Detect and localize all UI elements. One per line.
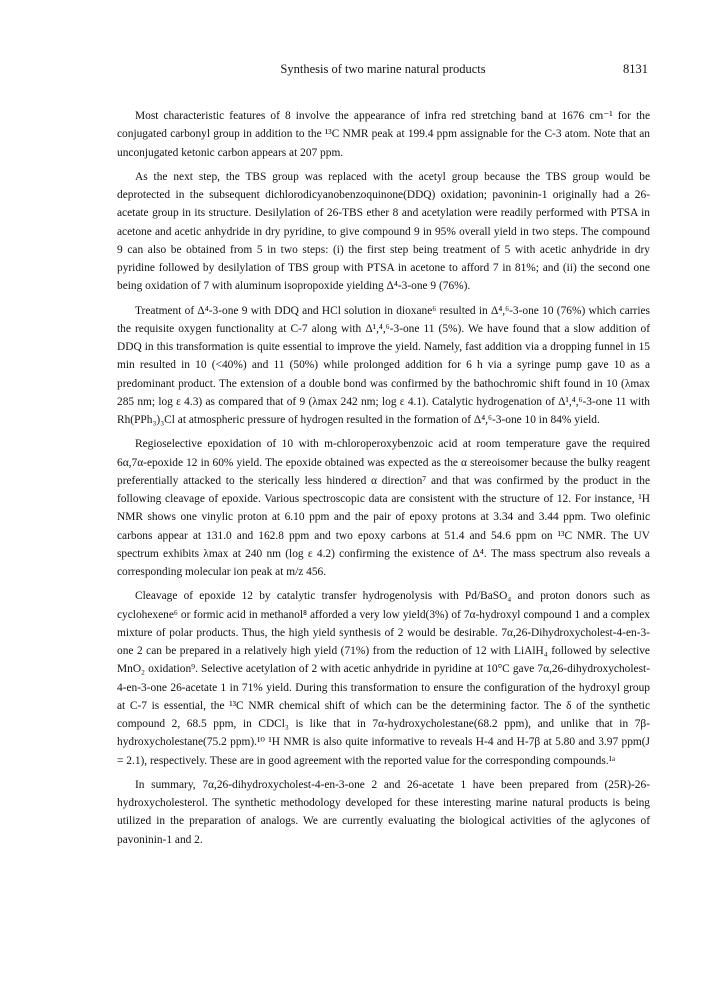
page-number: 8131: [623, 62, 648, 76]
paragraph-epoxidation: Regioselective epoxidation of 10 with m-chloroperoxybenzoic acid at room temperature gave the required 6α,7α-epoxide 12 in 60% yield. The epoxide obtained was expected as the α stereoisomer because the bulky reagent preferentially attacked to the sterically less hindered α direction⁷ and that was confirmed by the product in the following cleavage of epoxide. Various spectroscopic data are consistent with the structure of 12. For instance, ¹H NMR shows one vinylic proton at 6.10 ppm and the pair of epoxy protons at 3.34 and 3.44 ppm. Two olefinic carbons appear at 131.0 and 162.8 ppm and two epoxy carbons at 51.4 and 54.6 ppm on ¹³C NMR. The UV spectrum exhibits λmax at 240 nm (log ε 4.2) confirming the existence of Δ⁴. The mass spectrum also reveals a corresponding molecular ion peak at m/z 456.: [117, 438, 650, 578]
body-text: [117, 107, 650, 855]
running-header: [118, 60, 648, 78]
paragraph-spectral-features: Most characteristic features of 8 involve the appearance of infra red stretching band at 1676 cm⁻¹ for the conjugated carbonyl group in addition to the ¹³C NMR peak at 199.4 ppm assignable for the C-3 atom. Note that an unconjugated ketonic carbon appears at 207 ppm.: [117, 110, 650, 159]
paragraph-ddq-treatment: Treatment of Δ⁴-3-one 9 with DDQ and HCl solution in dioxane⁶ resulted in Δ⁴,⁶-3-one 10 (76%) which carries the requisite oxygen functionality at C-7 along with Δ¹,⁴,⁶-3-one 11 (5%). We have found that a slow addition of DDQ in this transformation is quite essential to improve the yield. Namely, fast addition via a dropping funnel in 15 min resulted in 10 (<40%) and 11 (50%) while prolonged addition for 6 h via a syringe pump gave 10 as a predominant product. The extension of a double bond was confirmed by the bathochromic shift found in 10 (λmax 285 nm; log ε 4.3) as compared that of 9 (λmax 242 nm; log ε 4.1). Catalytic hydrogenation of Δ¹,⁴,⁶-3-one 11 with Rh(PPh₃)₃Cl at atmospheric pressure of hydrogen resulted in the formation of Δ⁴,⁶-3-one 10 in 84% yield.: [117, 304, 650, 426]
running-title: Synthesis of two marine natural products: [280, 62, 486, 76]
paragraph-epoxide-cleavage: Cleavage of epoxide 12 by catalytic transfer hydrogenolysis with Pd/BaSO₄ and proton donors such as cyclohexene⁶ or formic acid in methanol⁸ afforded a very low yield(3%) of 7α-hydroxyl compound 1 and a complex mixture of polar products. Thus, the high yield synthesis of 2 would be desirable. 7α,26-Dihydroxycholest-4-en-3-one 2 can be prepared in a relatively high yield (71%) from the reduction of 12 with LiAlH₄ followed by selective MnO₂ oxidation⁹. Selective acetylation of 2 with acetic anhydride in pyridine at 10°C gave 7α,26-dihydroxycholest-4-en-3-one 26-acetate 1 in 71% yield. During this transformation to ensure the configuration of the hydroxyl group at C-7 is essential, the ¹³C NMR chemical shift of which can be the determining factor. The δ of the synthetic compound 2, 68.5 ppm, in CDCl₃ is like that in 7α-hydroxycholestane(68.2 ppm), and unlike that in 7β-hydroxycholestane(75.2 ppm).¹⁰ ¹H NMR is also quite informative to reveals H-4 and H-7β at 5.80 and 3.97 ppm(J = 2.1), respectively. These are in good agreement with the reported value for the corresponding compounds.¹ᵃ: [117, 590, 650, 767]
paragraph-summary: In summary, 7α,26-dihydroxycholest-4-en-3-one 2 and 26-acetate 1 have been prepared from (25R)-26-hydroxycholesterol. The synthetic methodology developed for these interesting marine natural products is being utilized in the preparation of analogs. We are currently evaluating the biological activities of the aglycones of pavoninin-1 and 2.: [117, 778, 650, 846]
paragraph-acetyl-replacement: As the next step, the TBS group was replaced with the acetyl group because the TBS group would be deprotected in the subsequent dichlorodicyanobenzoquinone(DDQ) oxidation; pavoninin-1 originally had a 26-acetate group in its structure. Desilylation of 26-TBS ether 8 and acetylation were readily performed with PTSA in acetone and acetic anhydride in dry pyridine, to give compound 9 in 95% overall yield in two steps. The compound 9 can also be obtained from 5 in two steps: (i) the first step being treatment of 5 with acetic anhydride in dry pyridine followed by desilylation of TBS group with PTSA in acetone to afford 7 in 81%; and (ii) the second one being oxidation of 7 with aluminum isopropoxide yielding Δ⁴-3-one 9 (76%).: [117, 170, 650, 293]
